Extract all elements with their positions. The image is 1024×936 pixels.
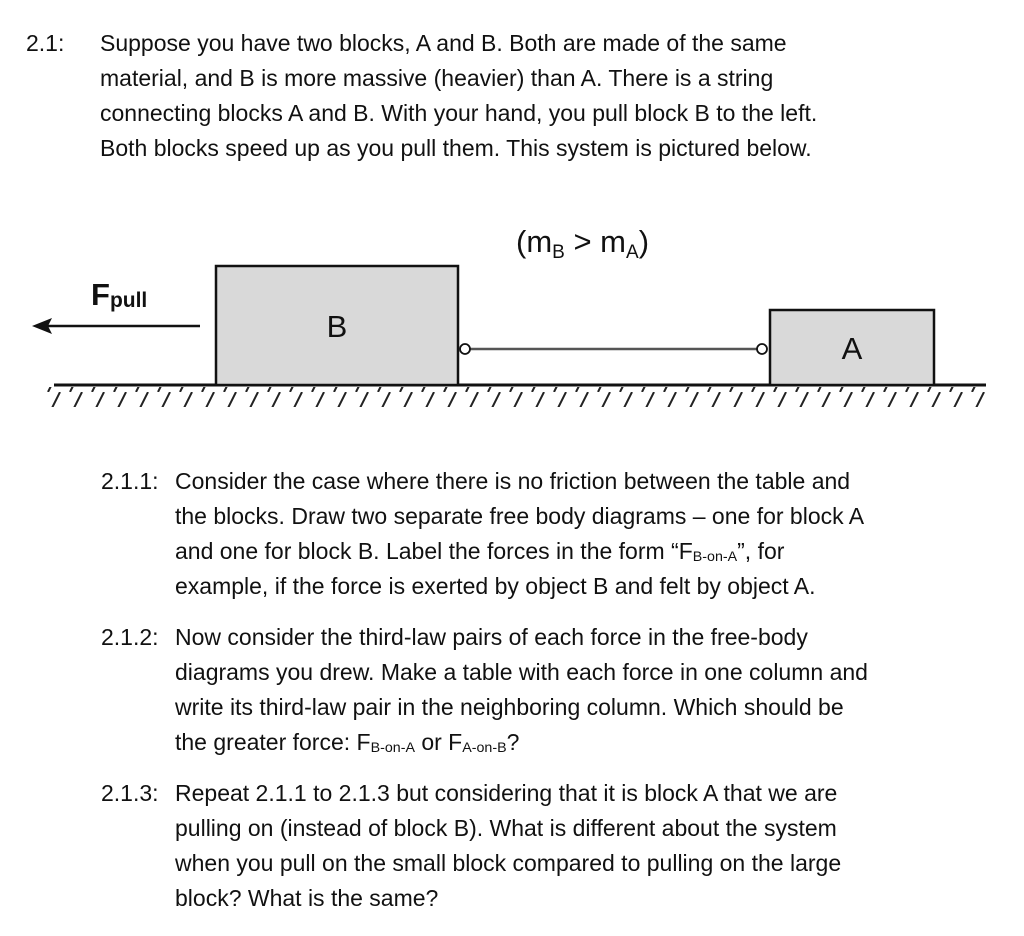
mass-relation-label: (mB > mA) (516, 224, 650, 263)
pull-arrow (32, 318, 200, 334)
part-line: pulling on (instead of block B). What is different about the system (175, 815, 837, 841)
force-subscript: B-on-A (692, 549, 738, 566)
blocks-figure (0, 200, 1024, 420)
block-a-label: A (841, 331, 863, 366)
force-pull-label: Fpull (91, 277, 148, 312)
part-number: 2.1.2: (101, 624, 159, 650)
part-line: example, if the force is exerted by object B and felt by object A. (175, 573, 816, 599)
part-number: 2.1.1: (101, 468, 159, 494)
part-text (175, 776, 841, 916)
problem-line: material, and B is more massive (heavier) than A. There is a string (100, 65, 774, 91)
part-text (175, 620, 868, 760)
part-line: write its third-law pair in the neighboring column. Which should be (175, 694, 844, 720)
force-subscript: B-on-A (370, 740, 415, 757)
part-line: and one for block B. Label the forces in the form “FB-on-A”, for (175, 538, 785, 566)
part-line: Repeat 2.1.1 to 2.1.3 but considering that it is block A that we are (175, 780, 838, 806)
part-number: 2.1.3: (101, 780, 159, 806)
problem-line: Both blocks speed up as you pull them. This system is pictured below. (100, 135, 812, 161)
block-b-label: B (326, 309, 348, 344)
force-subscript: A-on-B (462, 740, 507, 757)
part-line: the blocks. Draw two separate free body diagrams – one for block A (175, 503, 865, 529)
problem-number: 2.1: (26, 30, 65, 56)
part-line: when you pull on the small block compared to pulling on the large (175, 850, 842, 876)
problem-line: Suppose you have two blocks, A and B. Both are made of the same (100, 30, 787, 56)
problem-text (100, 26, 817, 166)
part-line: the greater force: FB-on-A or FA-on-B? (175, 729, 520, 757)
part-line: Now consider the third-law pairs of each force in the free-body (175, 624, 808, 650)
ground-surface (46, 385, 986, 407)
part-text (175, 464, 864, 604)
connecting-string (460, 344, 767, 354)
part-line: Consider the case where there is no friction between the table and (175, 468, 851, 494)
part-line: block? What is the same? (175, 885, 439, 911)
problem-line: connecting blocks A and B. With your hand, you pull block B to the left. (100, 100, 818, 126)
part-line: diagrams you drew. Make a table with each force in one column and (175, 659, 868, 685)
